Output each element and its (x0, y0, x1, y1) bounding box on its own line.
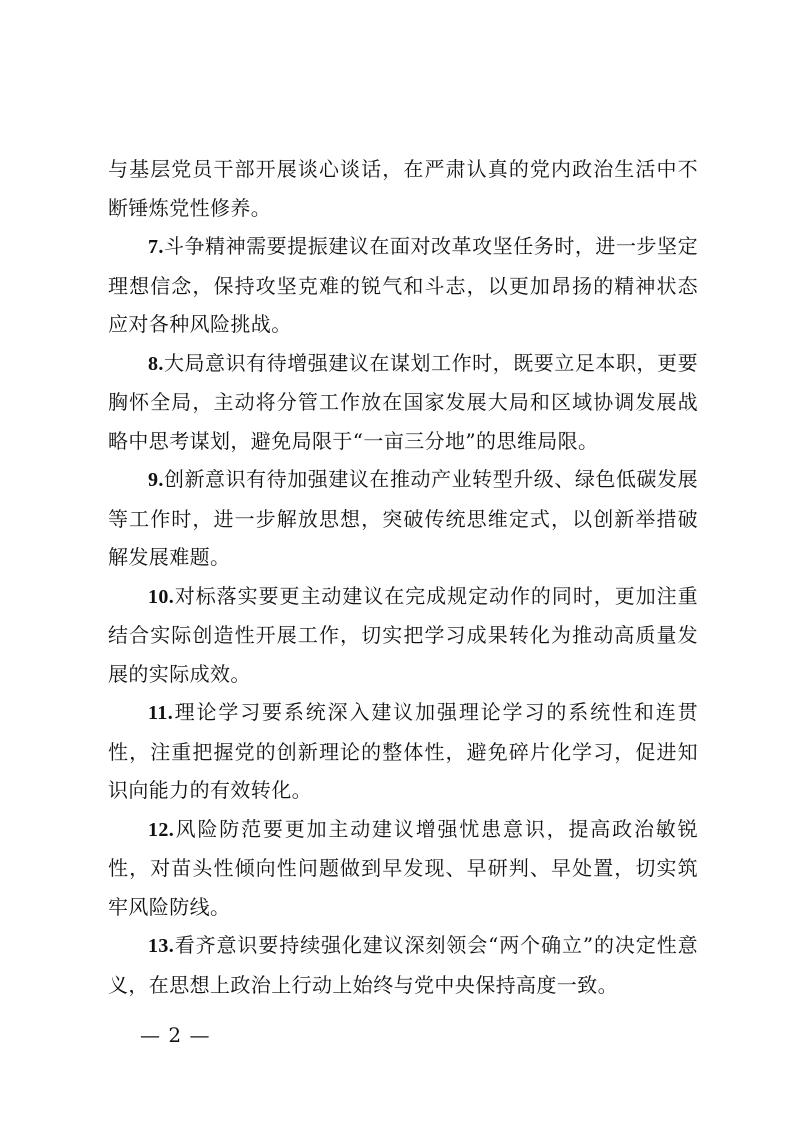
item-text: 风险防范要更加主动建议增强忧患意识，提高政治敏锐性，对苗头性倾向性问题做到早发现、早研判、早处置，切实筑牢风险防线。 (108, 816, 698, 919)
item-text: 理论学习要系统深入建议加强理论学习的系统性和连贯性，注重把握党的创新理论的整体性，避免碎片化学习，促进知识向能力的有效转化。 (108, 700, 698, 802)
paragraph-item-10 (108, 577, 698, 694)
item-number: 9. (148, 469, 164, 491)
item-text: 看齐意识要持续强化建议深刻领会“两个确立”的决定性意义，在思想上政治上行动上始终与党中央保持高度一致。 (108, 933, 698, 997)
item-number: 8. (148, 352, 164, 375)
paragraph-item-7 (108, 227, 698, 344)
item-text: 对标落实要更主动建议在完成规定动作的同时，更加注重结合实际创造性开展工作，切实把学习成果转化为推动高质量发展的实际成效。 (108, 583, 698, 686)
paragraph-item-11 (108, 693, 698, 810)
item-number: 12. (148, 818, 175, 841)
item-text: 创新意识有待加强建议在推动产业转型升级、绿色低碳发展等工作时，进一步解放思想，突破传统思维定式，以创新举措破解发展难题。 (108, 467, 698, 569)
document-body (108, 150, 698, 1004)
item-number: 11. (148, 702, 174, 724)
item-number: 13. (148, 935, 175, 957)
item-text: 斗争精神需要提振建议在面对改革攻坚任务时，进一步坚定理想信念，保持攻坚克难的锐气和斗志，以更加昂扬的精神状态应对各种风险挑战。 (108, 234, 698, 336)
paragraph-item-12 (108, 810, 698, 927)
page-number: — 2 — (140, 1023, 211, 1047)
item-text: 大局意识有待增强建议在谋划工作时，既要立足本职，更要胸怀全局，主动将分管工作放在国家发展大局和区域协调发展战略中思考谋划，避免局限于“一亩三分地”的思维局限。 (108, 350, 698, 453)
paragraph-item-8 (108, 344, 698, 461)
paragraph-item-9 (108, 460, 698, 577)
item-number: 10. (148, 585, 175, 608)
continuation-paragraph: 与基层党员干部开展谈心谈话，在严肃认真的党内政治生活中不断锤炼党性修养。 (108, 157, 698, 220)
item-number: 7. (148, 236, 164, 258)
paragraph-item-13 (108, 926, 698, 1004)
